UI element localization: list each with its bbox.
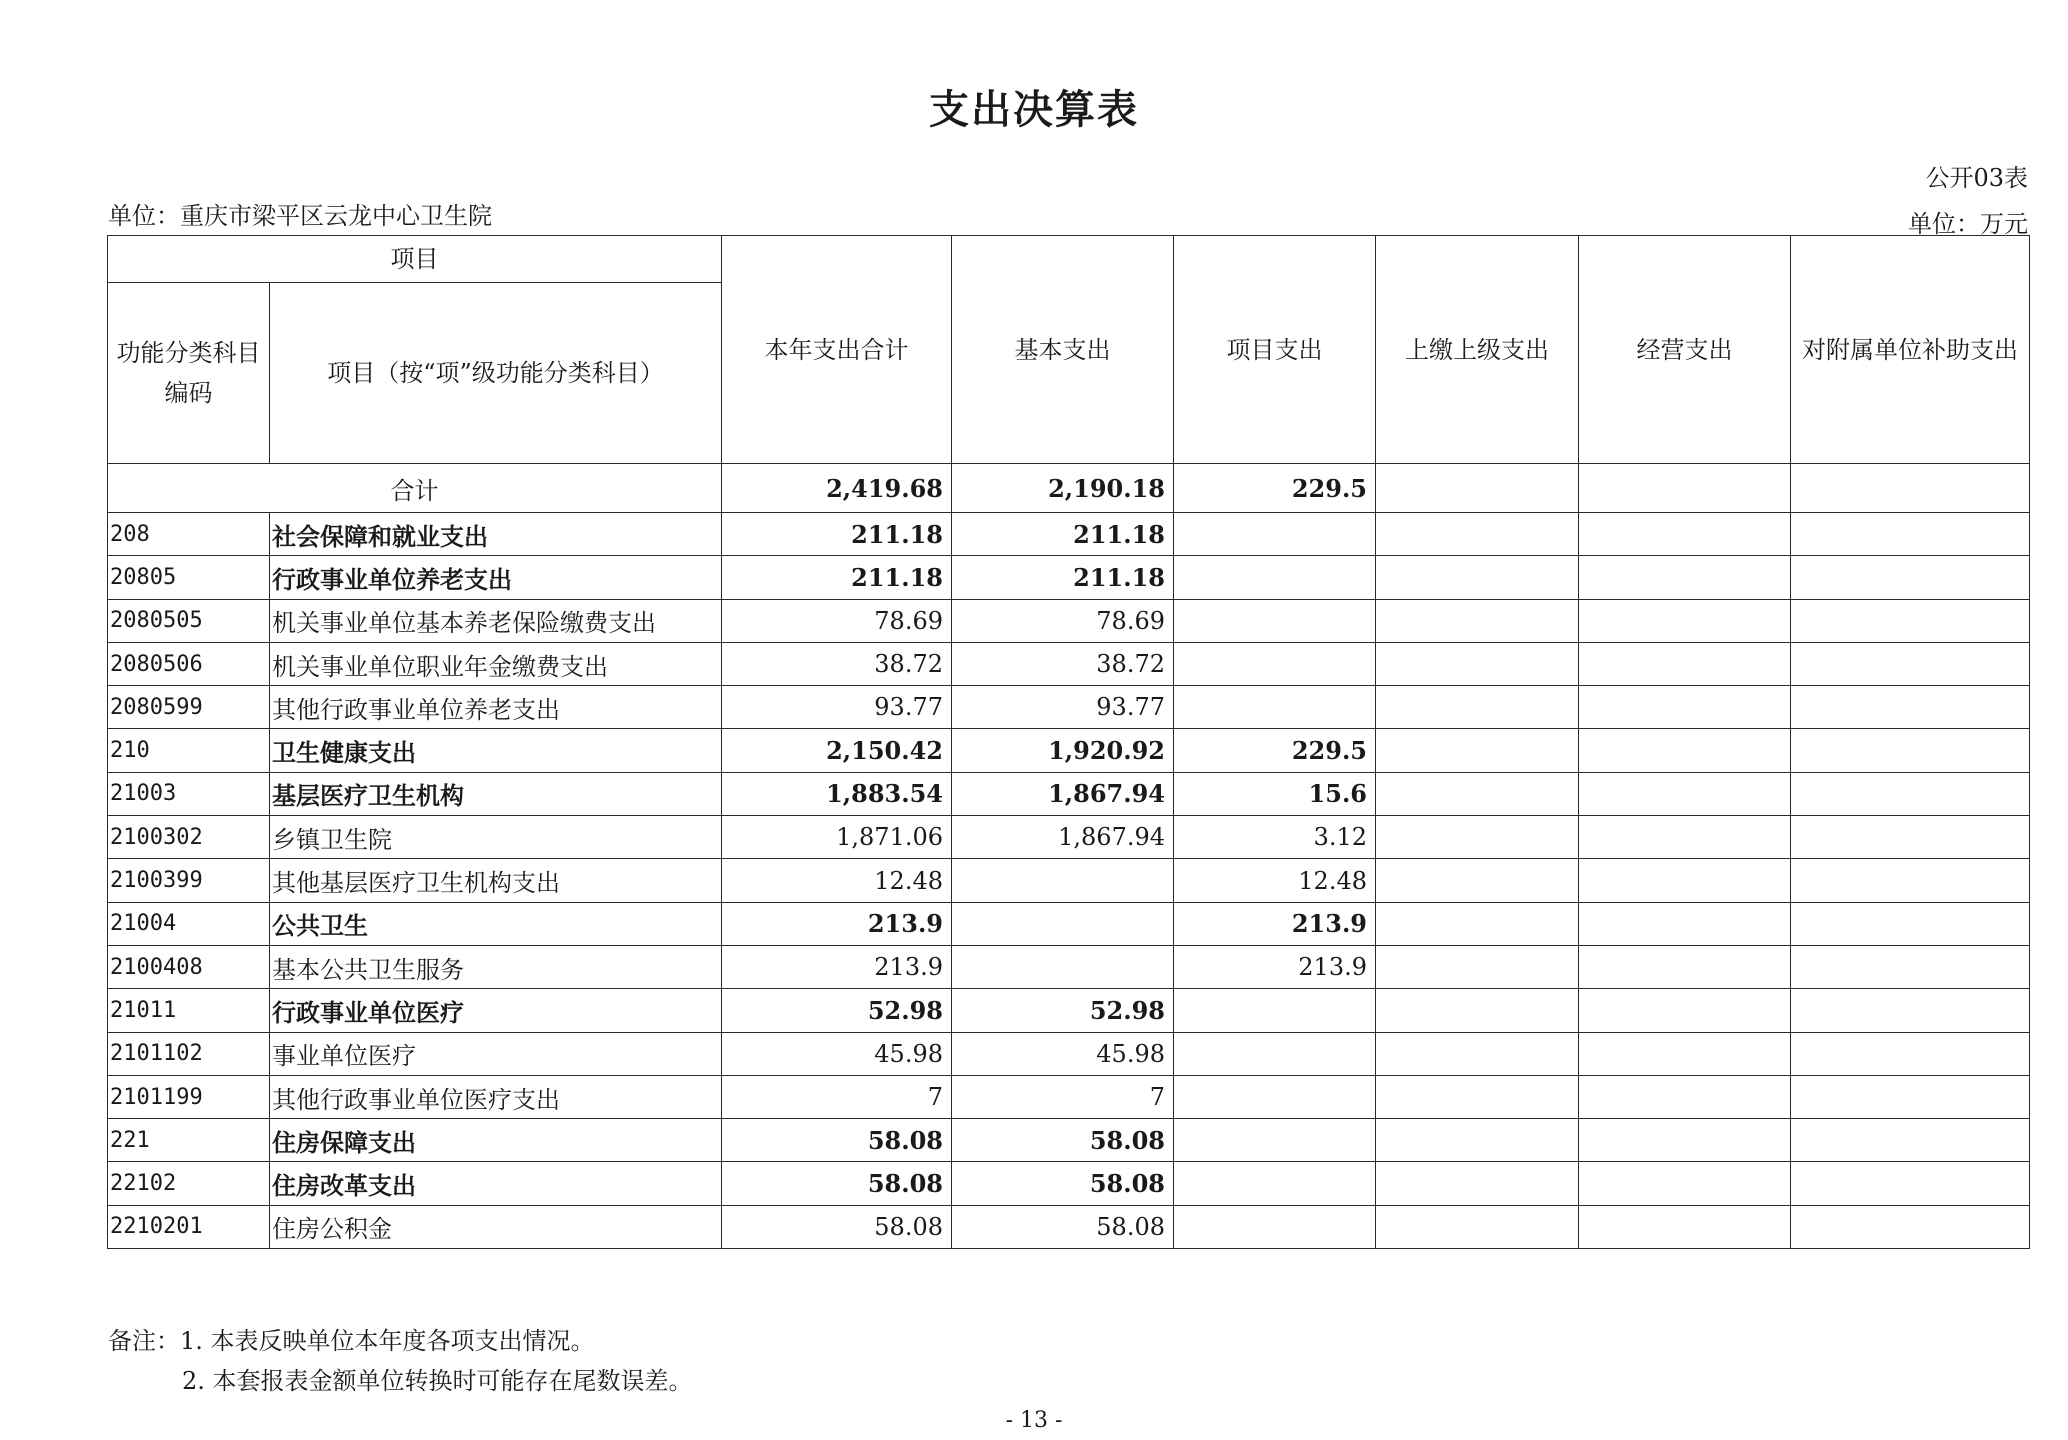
row-business: [1579, 1205, 1791, 1248]
row-business: [1579, 686, 1791, 729]
row-subsidy: [1791, 599, 2030, 642]
table-row: [108, 513, 2030, 556]
expenditure-table: [107, 235, 2030, 1249]
row-basic: 58.08: [952, 1162, 1174, 1205]
row-project-expense: 15.6: [1174, 772, 1376, 815]
table-row: [108, 772, 2030, 815]
row-total: 12.48: [722, 859, 952, 902]
row-code: 2080505: [108, 599, 270, 642]
row-total: 1,883.54: [722, 772, 952, 815]
row-business: [1579, 816, 1791, 859]
row-project-expense: [1174, 599, 1376, 642]
table-row: [108, 729, 2030, 772]
row-upper: [1376, 642, 1579, 685]
table-row: [108, 816, 2030, 859]
row-basic: 78.69: [952, 599, 1174, 642]
row-basic: 1,920.92: [952, 729, 1174, 772]
reporting-unit: 单位：重庆市梁平区云龙中心卫生院: [108, 202, 492, 230]
row-total: 38.72: [722, 642, 952, 685]
row-upper: [1376, 816, 1579, 859]
table-row: [108, 945, 2030, 988]
row-code: 2080599: [108, 686, 270, 729]
row-project-expense: [1174, 1119, 1376, 1162]
row-business: [1579, 729, 1791, 772]
row-project-expense: [1174, 1032, 1376, 1075]
row-name: 卫生健康支出: [270, 729, 722, 772]
row-name: 住房公积金: [270, 1205, 722, 1248]
row-name: 其他基层医疗卫生机构支出: [270, 859, 722, 902]
row-project-expense: [1174, 989, 1376, 1032]
row-code: 21003: [108, 772, 270, 815]
row-business: [1579, 1032, 1791, 1075]
row-subsidy: [1791, 772, 2030, 815]
row-basic: 93.77: [952, 686, 1174, 729]
total-label: 合计: [108, 464, 722, 513]
row-name: 行政事业单位医疗: [270, 989, 722, 1032]
row-total: 7: [722, 1075, 952, 1118]
row-business: [1579, 945, 1791, 988]
table-row: [108, 1205, 2030, 1248]
row-project-expense: [1174, 1075, 1376, 1118]
row-total: 58.08: [722, 1162, 952, 1205]
row-upper: [1376, 729, 1579, 772]
row-subsidy: [1791, 989, 2030, 1032]
row-upper: [1376, 902, 1579, 945]
row-upper: [1376, 1162, 1579, 1205]
row-subsidy: [1791, 1205, 2030, 1248]
note-1: 备注：1. 本表反映单位本年度各项支出情况。: [108, 1327, 595, 1355]
row-project-expense: [1174, 556, 1376, 599]
row-total: 2,150.42: [722, 729, 952, 772]
total-project-expense: 229.5: [1174, 464, 1376, 513]
row-name: 基本公共卫生服务: [270, 945, 722, 988]
row-code: 2100408: [108, 945, 270, 988]
row-project-expense: [1174, 1205, 1376, 1248]
row-upper: [1376, 772, 1579, 815]
row-project-expense: 213.9: [1174, 945, 1376, 988]
row-upper: [1376, 1119, 1579, 1162]
header-upper-payment: 上缴上级支出: [1376, 236, 1579, 464]
form-code: 公开03表: [1925, 164, 2028, 192]
row-subsidy: [1791, 902, 2030, 945]
row-business: [1579, 1075, 1791, 1118]
row-business: [1579, 859, 1791, 902]
row-total: 58.08: [722, 1205, 952, 1248]
row-name: 乡镇卫生院: [270, 816, 722, 859]
row-code: 2100399: [108, 859, 270, 902]
row-code: 2080506: [108, 642, 270, 685]
table-row: [108, 1162, 2030, 1205]
row-subsidy: [1791, 859, 2030, 902]
row-basic: 58.08: [952, 1205, 1174, 1248]
row-name: 事业单位医疗: [270, 1032, 722, 1075]
total-total: 2,419.68: [722, 464, 952, 513]
row-business: [1579, 902, 1791, 945]
total-row: [108, 464, 2030, 513]
row-total: 213.9: [722, 945, 952, 988]
header-basic: 基本支出: [952, 236, 1174, 464]
row-upper: [1376, 599, 1579, 642]
row-code: 2101199: [108, 1075, 270, 1118]
row-upper: [1376, 686, 1579, 729]
row-code: 20805: [108, 556, 270, 599]
row-business: [1579, 599, 1791, 642]
row-name: 社会保障和就业支出: [270, 513, 722, 556]
table-row: [108, 902, 2030, 945]
notes: [108, 1321, 693, 1401]
row-upper: [1376, 556, 1579, 599]
row-business: [1579, 556, 1791, 599]
table-row: [108, 989, 2030, 1032]
row-total: 52.98: [722, 989, 952, 1032]
row-business: [1579, 1162, 1791, 1205]
document-title: 支出决算表: [929, 86, 1139, 133]
row-total: 58.08: [722, 1119, 952, 1162]
row-total: 213.9: [722, 902, 952, 945]
row-subsidy: [1791, 816, 2030, 859]
row-name: 住房保障支出: [270, 1119, 722, 1162]
table-row: [108, 1032, 2030, 1075]
row-name: 基层医疗卫生机构: [270, 772, 722, 815]
row-basic: 211.18: [952, 513, 1174, 556]
row-total: 45.98: [722, 1032, 952, 1075]
currency-unit: 单位：万元: [1908, 210, 2028, 238]
table-row: [108, 1119, 2030, 1162]
row-name: 住房改革支出: [270, 1162, 722, 1205]
row-code: 21011: [108, 989, 270, 1032]
row-code: 208: [108, 513, 270, 556]
row-subsidy: [1791, 1119, 2030, 1162]
row-total: 211.18: [722, 556, 952, 599]
row-subsidy: [1791, 1075, 2030, 1118]
table-row: [108, 859, 2030, 902]
row-basic: 7: [952, 1075, 1174, 1118]
row-subsidy: [1791, 556, 2030, 599]
row-subsidy: [1791, 729, 2030, 772]
row-name: 机关事业单位基本养老保险缴费支出: [270, 599, 722, 642]
row-subsidy: [1791, 513, 2030, 556]
row-code: 22102: [108, 1162, 270, 1205]
row-total: 93.77: [722, 686, 952, 729]
table-row: [108, 599, 2030, 642]
row-business: [1579, 513, 1791, 556]
row-upper: [1376, 989, 1579, 1032]
total-upper: [1376, 464, 1579, 513]
row-basic: [952, 945, 1174, 988]
row-project-expense: 3.12: [1174, 816, 1376, 859]
row-project-expense: [1174, 513, 1376, 556]
row-name: 机关事业单位职业年金缴费支出: [270, 642, 722, 685]
row-basic: 38.72: [952, 642, 1174, 685]
total-basic: 2,190.18: [952, 464, 1174, 513]
row-code: 21004: [108, 902, 270, 945]
table-row: [108, 556, 2030, 599]
note-2: 2. 本套报表金额单位转换时可能存在尾数误差。: [182, 1367, 693, 1395]
total-subsidy: [1791, 464, 2030, 513]
header-total: 本年支出合计: [722, 236, 952, 464]
row-name: 其他行政事业单位医疗支出: [270, 1075, 722, 1118]
table-row: [108, 1075, 2030, 1118]
row-subsidy: [1791, 1162, 2030, 1205]
row-upper: [1376, 1032, 1579, 1075]
row-basic: 58.08: [952, 1119, 1174, 1162]
header-name: 项目（按“项”级功能分类科目）: [270, 283, 722, 464]
row-code: 2101102: [108, 1032, 270, 1075]
row-upper: [1376, 1205, 1579, 1248]
row-code: 221: [108, 1119, 270, 1162]
row-project-expense: 229.5: [1174, 729, 1376, 772]
row-business: [1579, 642, 1791, 685]
row-basic: 211.18: [952, 556, 1174, 599]
row-total: 78.69: [722, 599, 952, 642]
row-project-expense: 213.9: [1174, 902, 1376, 945]
row-code: 210: [108, 729, 270, 772]
row-total: 1,871.06: [722, 816, 952, 859]
page-number: - 13 -: [1005, 1408, 1063, 1433]
row-name: 行政事业单位养老支出: [270, 556, 722, 599]
row-business: [1579, 1119, 1791, 1162]
row-upper: [1376, 859, 1579, 902]
row-business: [1579, 989, 1791, 1032]
total-business: [1579, 464, 1791, 513]
row-project-expense: [1174, 1162, 1376, 1205]
row-project-expense: [1174, 642, 1376, 685]
row-basic: [952, 902, 1174, 945]
row-name: 公共卫生: [270, 902, 722, 945]
header-project-expense: 项目支出: [1174, 236, 1376, 464]
table-row: [108, 686, 2030, 729]
row-subsidy: [1791, 945, 2030, 988]
row-name: 其他行政事业单位养老支出: [270, 686, 722, 729]
row-upper: [1376, 1075, 1579, 1118]
row-subsidy: [1791, 1032, 2030, 1075]
row-code: 2100302: [108, 816, 270, 859]
header-code: 功能分类科目编码: [108, 283, 270, 464]
row-basic: 45.98: [952, 1032, 1174, 1075]
row-subsidy: [1791, 686, 2030, 729]
row-total: 211.18: [722, 513, 952, 556]
header-subsidy: 对附属单位补助支出: [1791, 236, 2030, 464]
row-basic: 52.98: [952, 989, 1174, 1032]
row-upper: [1376, 945, 1579, 988]
row-subsidy: [1791, 642, 2030, 685]
row-business: [1579, 772, 1791, 815]
row-basic: [952, 859, 1174, 902]
row-upper: [1376, 513, 1579, 556]
header-project: 项目: [108, 236, 722, 283]
row-code: 2210201: [108, 1205, 270, 1248]
row-project-expense: 12.48: [1174, 859, 1376, 902]
row-basic: 1,867.94: [952, 816, 1174, 859]
row-basic: 1,867.94: [952, 772, 1174, 815]
table-row: [108, 642, 2030, 685]
row-project-expense: [1174, 686, 1376, 729]
header-business: 经营支出: [1579, 236, 1791, 464]
